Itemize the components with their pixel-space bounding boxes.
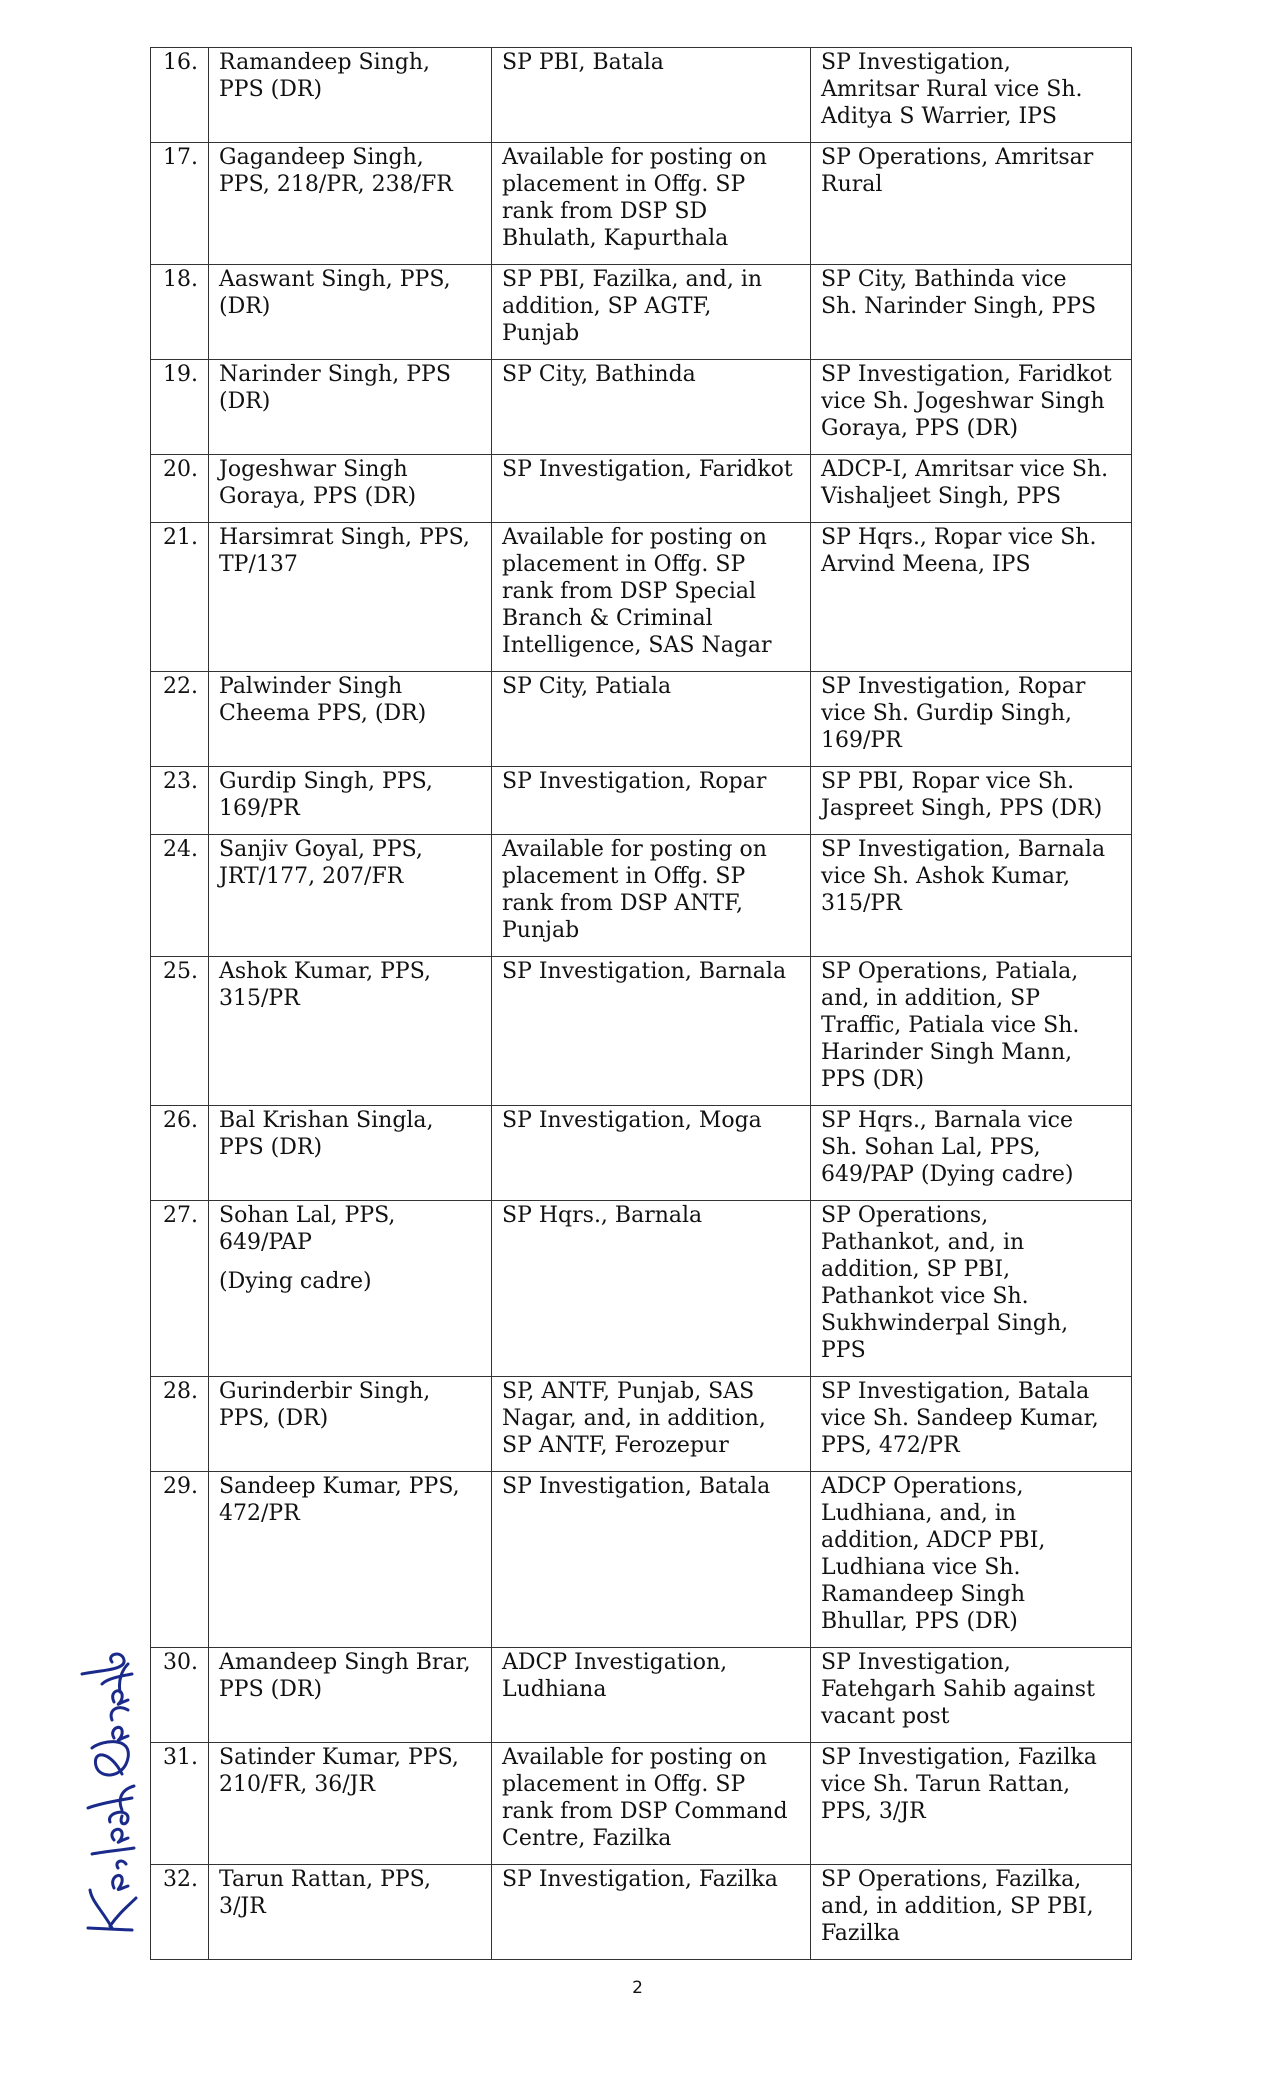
serial-number-cell [151, 1106, 209, 1201]
new-posting-text: ADCP Operations, Ludhiana, and, in addition, ADCP PBI, Ludhiana vice Sh. Ramandeep Singh Bhullar, PPS (DR) [821, 1474, 1046, 1634]
new-posting-cell [811, 360, 1132, 455]
new-posting-text: SP Operations, Patiala, and, in addition, SP Traffic, Patiala vice Sh. Harinder Singh Mann, PPS (DR) [821, 959, 1080, 1092]
serial-number-cell [151, 1743, 209, 1865]
serial-number-cell [151, 1648, 209, 1743]
officer-name-text: Ashok Kumar, PPS, 315/PR [219, 959, 431, 1011]
serial-number-cell [151, 523, 209, 672]
serial-number-text: 17. [163, 145, 198, 170]
officer-name-text: Aaswant Singh, PPS, (DR) [219, 267, 451, 319]
officer-name-text: Harsimrat Singh, PPS, TP/137 [219, 525, 470, 577]
new-posting-cell [811, 672, 1132, 767]
officer-name-cell [209, 1377, 492, 1472]
table-row [151, 48, 1132, 143]
officer-name-cell [209, 957, 492, 1106]
new-posting-cell [811, 143, 1132, 265]
new-posting-cell [811, 1377, 1132, 1472]
officer-name-cell [209, 265, 492, 360]
new-posting-text: SP Hqrs., Barnala vice Sh. Sohan Lal, PPS, 649/PAP (Dying cadre) [821, 1108, 1074, 1187]
table-row [151, 1865, 1132, 1960]
officer-name-text: Sandeep Kumar, PPS, 472/PR [219, 1474, 460, 1526]
current-posting-cell [492, 1743, 811, 1865]
signature [62, 1640, 148, 1940]
current-posting-cell [492, 1201, 811, 1377]
table-row [151, 1377, 1132, 1472]
officer-name-text: Satinder Kumar, PPS, 210/FR, 36/JR [219, 1745, 459, 1797]
officer-name-cell [209, 143, 492, 265]
officer-name-cell [209, 1472, 492, 1648]
new-posting-text: SP Investigation, Faridkot vice Sh. Jogeshwar Singh Goraya, PPS (DR) [821, 362, 1112, 441]
officer-name-text: Bal Krishan Singla, PPS (DR) [219, 1108, 434, 1160]
current-posting-text: SP Investigation, Fazilka [502, 1867, 778, 1892]
officer-name-cell [209, 48, 492, 143]
serial-number-cell [151, 455, 209, 523]
table-row [151, 1472, 1132, 1648]
officer-name-cell [209, 360, 492, 455]
new-posting-cell [811, 1472, 1132, 1648]
new-posting-cell [811, 1743, 1132, 1865]
officer-name-text: Sohan Lal, PPS, 649/PAP [219, 1203, 396, 1255]
officer-name-cell [209, 767, 492, 835]
new-posting-text: SP City, Bathinda vice Sh. Narinder Singh, PPS [821, 267, 1097, 319]
new-posting-text: SP Hqrs., Ropar vice Sh. Arvind Meena, IPS [821, 525, 1097, 577]
serial-number-cell [151, 143, 209, 265]
officer-note-text: (Dying cadre) [219, 1269, 372, 1294]
new-posting-cell [811, 1201, 1132, 1377]
current-posting-cell [492, 1865, 811, 1960]
new-posting-text: SP Operations, Amritsar Rural [821, 145, 1094, 197]
current-posting-text: SP City, Patiala [502, 674, 672, 699]
officer-name-text: Ramandeep Singh, PPS (DR) [219, 50, 431, 102]
table-row [151, 957, 1132, 1106]
current-posting-cell [492, 835, 811, 957]
serial-number-text: 20. [163, 457, 198, 482]
officer-name-text: Gagandeep Singh, PPS, 218/PR, 238/FR [219, 145, 453, 197]
serial-number-cell [151, 767, 209, 835]
table-row [151, 360, 1132, 455]
new-posting-cell [811, 265, 1132, 360]
current-posting-cell [492, 360, 811, 455]
current-posting-cell [492, 143, 811, 265]
new-posting-text: ADCP-I, Amritsar vice Sh. Vishaljeet Singh, PPS [821, 457, 1109, 509]
serial-number-text: 30. [163, 1650, 198, 1675]
current-posting-cell [492, 1106, 811, 1201]
table-row [151, 523, 1132, 672]
officer-name-cell [209, 523, 492, 672]
new-posting-cell [811, 523, 1132, 672]
serial-number-cell [151, 48, 209, 143]
serial-number-cell [151, 1377, 209, 1472]
table-row [151, 265, 1132, 360]
postings-table-body [151, 48, 1132, 1960]
new-posting-cell [811, 455, 1132, 523]
new-posting-cell [811, 957, 1132, 1106]
table-row [151, 1743, 1132, 1865]
current-posting-text: SP, ANTF, Punjab, SAS Nagar, and, in addition, SP ANTF, Ferozepur [502, 1379, 766, 1458]
serial-number-text: 24. [163, 837, 198, 862]
new-posting-text: SP Investigation, Amritsar Rural vice Sh. Aditya S Warrier, IPS [821, 50, 1083, 129]
new-posting-cell [811, 48, 1132, 143]
officer-name-text: Sanjiv Goyal, PPS, JRT/177, 207/FR [219, 837, 423, 889]
officer-name-text: Amandeep Singh Brar, PPS (DR) [219, 1650, 471, 1702]
new-posting-text: SP Investigation, Batala vice Sh. Sandeep Kumar, PPS, 472/PR [821, 1379, 1099, 1458]
current-posting-cell [492, 265, 811, 360]
table-row [151, 455, 1132, 523]
current-posting-text: Available for posting on placement in Offg. SP rank from DSP ANTF, Punjab [502, 837, 767, 943]
table-row [151, 672, 1132, 767]
new-posting-text: SP Investigation, Barnala vice Sh. Ashok Kumar, 315/PR [821, 837, 1106, 916]
serial-number-text: 23. [163, 769, 198, 794]
page-number: 2 [632, 1978, 643, 1998]
serial-number-text: 28. [163, 1379, 198, 1404]
officer-name-cell [209, 1648, 492, 1743]
serial-number-cell [151, 1472, 209, 1648]
new-posting-text: SP Investigation, Fatehgarh Sahib against vacant post [821, 1650, 1095, 1729]
new-posting-cell [811, 835, 1132, 957]
serial-number-text: 19. [163, 362, 198, 387]
new-posting-cell [811, 767, 1132, 835]
current-posting-cell [492, 523, 811, 672]
serial-number-cell [151, 360, 209, 455]
officer-name-text: Jogeshwar Singh Goraya, PPS (DR) [219, 457, 417, 509]
serial-number-cell [151, 1865, 209, 1960]
officer-name-cell [209, 672, 492, 767]
serial-number-cell [151, 835, 209, 957]
table-row [151, 1201, 1132, 1377]
new-posting-text: SP Investigation, Fazilka vice Sh. Tarun Rattan, PPS, 3/JR [821, 1745, 1097, 1824]
officer-name-cell [209, 1865, 492, 1960]
officer-name-cell [209, 455, 492, 523]
table-row [151, 1648, 1132, 1743]
new-posting-cell [811, 1106, 1132, 1201]
officer-name-text: Tarun Rattan, PPS, 3/JR [219, 1867, 431, 1919]
serial-number-text: 29. [163, 1474, 198, 1499]
current-posting-text: SP Investigation, Ropar [502, 769, 767, 794]
current-posting-cell [492, 455, 811, 523]
current-posting-cell [492, 767, 811, 835]
table-row [151, 767, 1132, 835]
current-posting-text: ADCP Investigation, Ludhiana [502, 1650, 728, 1702]
serial-number-text: 21. [163, 525, 198, 550]
current-posting-text: Available for posting on placement in Offg. SP rank from DSP Special Branch & Criminal Intelligence, SAS Nagar [502, 525, 772, 658]
current-posting-cell [492, 1377, 811, 1472]
current-posting-text: SP Investigation, Faridkot [502, 457, 793, 482]
serial-number-text: 22. [163, 674, 198, 699]
current-posting-text: Available for posting on placement in Offg. SP rank from DSP SD Bhulath, Kapurthala [502, 145, 767, 251]
new-posting-text: SP Investigation, Ropar vice Sh. Gurdip Singh, 169/PR [821, 674, 1086, 753]
serial-number-text: 16. [163, 50, 198, 75]
new-posting-text: SP Operations, Pathankot, and, in addition, SP PBI, Pathankot vice Sh. Sukhwinderpal Singh, PPS [821, 1203, 1069, 1363]
serial-number-cell [151, 672, 209, 767]
current-posting-text: SP City, Bathinda [502, 362, 696, 387]
officer-name-cell [209, 835, 492, 957]
serial-number-cell [151, 1201, 209, 1377]
serial-number-text: 31. [163, 1745, 198, 1770]
table-row [151, 835, 1132, 957]
current-posting-text: SP Investigation, Moga [502, 1108, 762, 1133]
new-posting-text: SP Operations, Fazilka, and, in addition, SP PBI, Fazilka [821, 1867, 1094, 1946]
officer-name-text: Gurinderbir Singh, PPS, (DR) [219, 1379, 431, 1431]
current-posting-cell [492, 48, 811, 143]
new-posting-text: SP PBI, Ropar vice Sh. Jaspreet Singh, PPS (DR) [821, 769, 1103, 821]
officer-name-cell [209, 1743, 492, 1865]
table-row [151, 1106, 1132, 1201]
current-posting-cell [492, 1472, 811, 1648]
current-posting-text: SP Hqrs., Barnala [502, 1203, 703, 1228]
officer-name-text: Palwinder Singh Cheema PPS, (DR) [219, 674, 427, 726]
new-posting-cell [811, 1648, 1132, 1743]
serial-number-cell [151, 265, 209, 360]
officer-name-text: Gurdip Singh, PPS, 169/PR [219, 769, 433, 821]
current-posting-text: SP PBI, Fazilka, and, in addition, SP AGTF, Punjab [502, 267, 763, 346]
current-posting-cell [492, 1648, 811, 1743]
current-posting-cell [492, 957, 811, 1106]
current-posting-cell [492, 672, 811, 767]
serial-number-cell [151, 957, 209, 1106]
serial-number-text: 18. [163, 267, 198, 292]
current-posting-text: SP Investigation, Batala [502, 1474, 771, 1499]
serial-number-text: 25. [163, 959, 198, 984]
new-posting-cell [811, 1865, 1132, 1960]
serial-number-text: 27. [163, 1203, 198, 1228]
current-posting-text: SP Investigation, Barnala [502, 959, 787, 984]
officer-name-text: Narinder Singh, PPS (DR) [219, 362, 451, 414]
serial-number-text: 32. [163, 1867, 198, 1892]
officer-name-cell [209, 1201, 492, 1377]
table-row [151, 143, 1132, 265]
officer-name-cell [209, 1106, 492, 1201]
serial-number-text: 26. [163, 1108, 198, 1133]
current-posting-text: Available for posting on placement in Offg. SP rank from DSP Command Centre, Fazilka [502, 1745, 788, 1851]
postings-table [150, 47, 1132, 1960]
current-posting-text: SP PBI, Batala [502, 50, 664, 75]
